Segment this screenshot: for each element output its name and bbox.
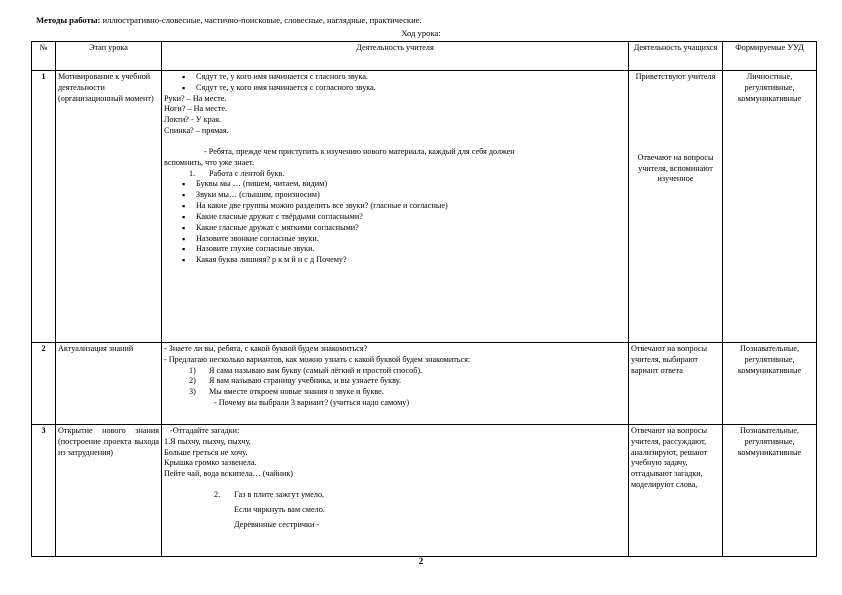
student-activity-top: Приветствуют учителя <box>635 72 716 81</box>
text-line: Деревянные сестрички - <box>234 519 320 529</box>
row-student-activity: Отвечают на вопросы учителя, выбирают вариант ответа <box>629 343 723 425</box>
text-line: -Отгадайте загадки: <box>170 426 240 435</box>
text-line: - Предлагаю несколько вариантов, как можно узнать с какой буквой будем знакомиться: <box>164 354 471 364</box>
header-students: Деятельность учащихся <box>629 42 723 71</box>
row-number: 1 <box>32 71 56 343</box>
header-teacher: Деятельность учителя <box>162 42 629 71</box>
row-uud: Познавательные, регулятивные, коммуникативные <box>723 425 817 557</box>
list-item <box>189 387 626 398</box>
row-teacher-activity <box>162 71 629 343</box>
text-line: вспомнить, что уже знает. <box>164 157 254 167</box>
text-line: Руки? – На месте. <box>164 93 227 103</box>
course-title: Ход урока: <box>401 28 441 38</box>
text-line <box>164 490 626 501</box>
text-line: Если чиркнуть вам смело. <box>234 504 325 514</box>
header-uud: Формируемые УУД <box>723 42 817 71</box>
student-activity-bottom: Отвечают на вопросы учителя, вспоминают изученное <box>637 152 714 184</box>
list-number: 2) <box>189 376 196 386</box>
list-item <box>189 168 626 180</box>
numbered-list <box>164 169 626 180</box>
row-stage: Мотивирование к учебной деятельности (организационный момент) <box>56 71 162 343</box>
text-line: - Почему вы выбрали 3 вариант? (учиться надо самому) <box>214 398 410 408</box>
list-item <box>189 365 626 377</box>
row-stage: Открытие нового знания (построение проекта выхода из затруднения) <box>56 425 162 557</box>
table-header-row <box>32 42 817 71</box>
text-line: Больше греться не хочу. <box>164 447 248 457</box>
list-item: ▪ На какие две группы можно разделить все звуки? (гласные и согласные) <box>196 201 626 212</box>
text-line: - Знаете ли вы, ребята, с какой буквой будем знакомиться? <box>164 344 368 353</box>
list-item: ▪ Сядут те, у кого имя начинается с гласного звука. <box>196 72 626 83</box>
list-number: 2. <box>214 490 221 500</box>
list-text: Я вам называю страницу учебника, и вы узнаете букву. <box>209 376 402 386</box>
row-number: 3 <box>32 425 56 557</box>
bullet-list <box>164 72 626 94</box>
text-line: 1.Я пыхчу, пыхчу, пыхчу, <box>164 436 251 446</box>
list-item: ▪ Сядут те, у кого имя начинается с согласного звука. <box>196 83 626 94</box>
row-uud: Личностные, регулятивные, коммуникативные <box>723 71 817 343</box>
list-number: 3) <box>189 387 196 397</box>
row-student-activity: Отвечают на вопросы учителя, рассуждают, анализируют, решают учебную задачу, отгадывают загадки, моделируют слова, <box>629 425 723 557</box>
list-text: Мы вместе откроем новые знания о звуке и букве. <box>209 387 384 397</box>
numbered-list <box>164 366 626 398</box>
list-number: 1. <box>189 168 196 178</box>
lesson-table <box>31 41 817 557</box>
list-item: ▪ Буквы мы … (пишем, читаем, видим) <box>196 179 626 190</box>
methods-label: Методы работы: <box>36 15 101 25</box>
list-text: Я сама называю вам букву (самый лёгкий и простой способ). <box>209 365 423 375</box>
table-row <box>32 71 817 343</box>
list-number: 1) <box>189 365 196 375</box>
row-student-activity <box>629 71 723 343</box>
text-line: Спинка? – прямая. <box>164 126 229 136</box>
table-row <box>32 343 817 425</box>
text-line: Пейте чай, вода вскипела… (чайник) <box>164 469 294 479</box>
list-item: ▪ Звуки мы… (слышим, произносим) <box>196 190 626 201</box>
text-line: Ноги? – На месте. <box>164 104 228 114</box>
row-number: 2 <box>32 343 56 425</box>
table-row <box>32 425 817 557</box>
list-text: Газ в плите зажгут умело, <box>234 490 325 500</box>
list-item: ▪ Какие гласные дружат с мягкими согласными? <box>196 223 626 234</box>
methods-text: иллюстративно-словесные, частично-поисковые, словесные, наглядные, практические. <box>100 15 422 25</box>
text-line: Локти? - У края. <box>164 115 222 125</box>
row-teacher-activity <box>162 343 629 425</box>
header-num: № <box>32 42 56 71</box>
list-item: ▪ Какие гласные дружат с твёрдыми согласными? <box>196 212 626 223</box>
list-item: ▪ Какая буква лишняя? р к м й н с д Почему? <box>196 255 626 266</box>
page-number: 2 <box>418 556 424 566</box>
header-stage: Этап урока <box>56 42 162 71</box>
row-teacher-activity <box>162 425 629 557</box>
bullet-list <box>164 179 626 266</box>
row-stage: Актуализация знаний <box>56 343 162 425</box>
list-item <box>189 376 626 387</box>
text-line: Крышка громко зазвенела. <box>164 458 257 468</box>
list-item: ▪ Назовите глухие согласные звуки. <box>196 244 626 255</box>
methods-line <box>36 15 422 26</box>
text-line: - Ребята, прежде чем приступить к изучению нового материала, каждый для себя должен <box>204 146 515 156</box>
row-uud: Познавательные, регулятивные, коммуникативные <box>723 343 817 425</box>
list-text: Работа с лентой букв. <box>209 168 285 178</box>
list-item: ▪ Назовите звонкие согласные звуки. <box>196 234 626 245</box>
